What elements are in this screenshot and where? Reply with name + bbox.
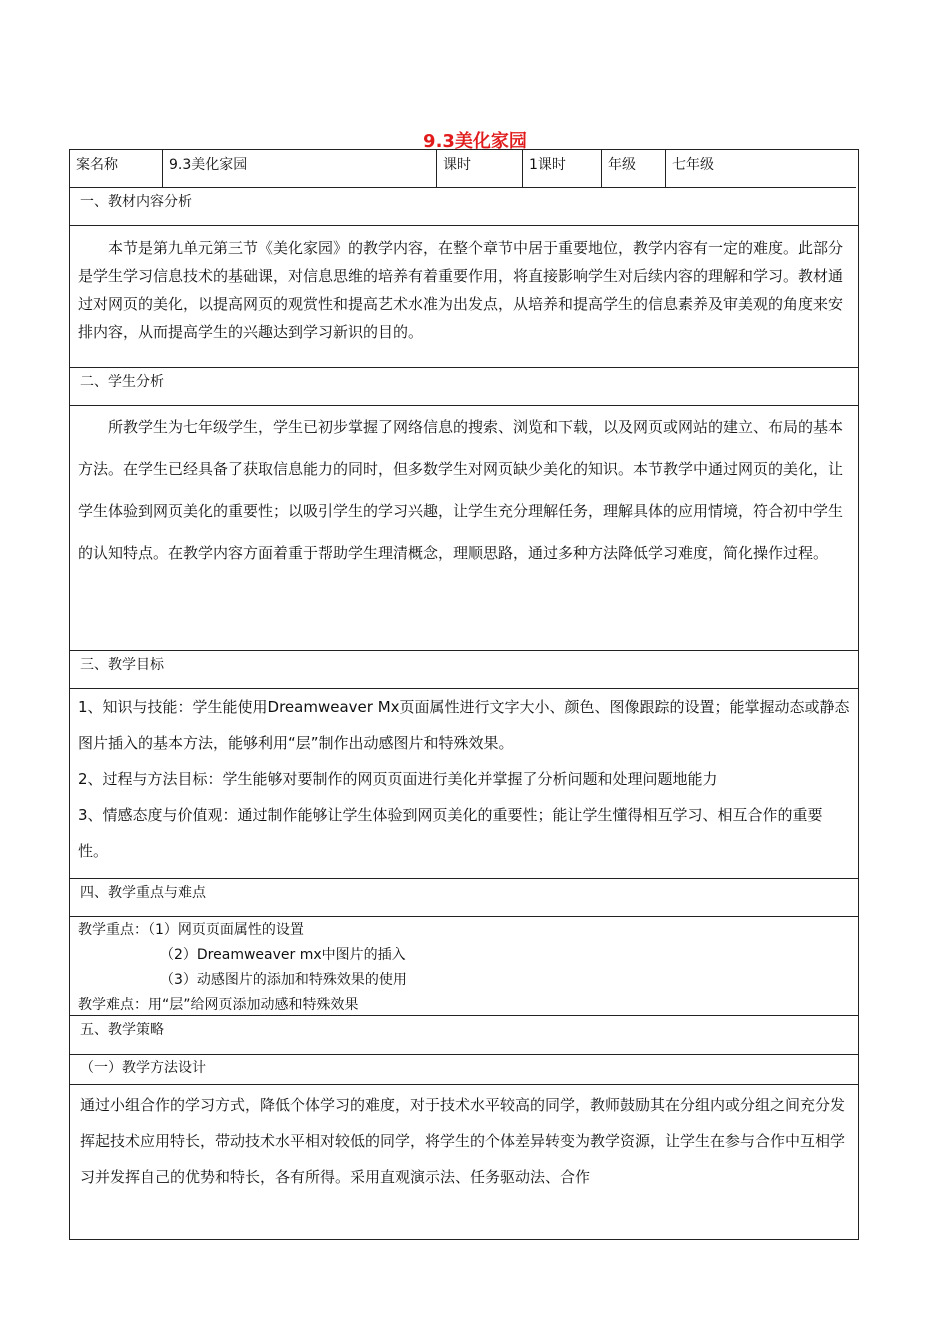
section-3-body: [70, 689, 858, 879]
section-1-paragraph: 本节是第九单元第三节《美化家园》的教学内容，在整个章节中居于重要地位，教学内容有一定的难度。此部分是学生学习信息技术的基础课，对信息思维的培养有着重要作用，将直接影响学生对后续内容的理解和学习。教材通过对网页的美化，以提高网页的观赏性和提高艺术水准为出发点，从培养和提高学生的信息素养及审美观的角度来安排内容，从而提高学生的兴趣达到学习新识的目的。: [78, 239, 844, 341]
lesson-plan-table: [69, 149, 859, 1240]
section-1-body: [70, 226, 858, 368]
section-4-title: 四、教学重点与难点: [70, 879, 858, 917]
period-label: 课时: [437, 150, 523, 187]
period-value: 1课时: [523, 150, 602, 187]
grade-label: 年级: [602, 150, 666, 187]
section-5-title: 五、教学策略: [70, 1016, 858, 1055]
key-point-1: 教学重点：（1）网页页面属性的设置: [78, 922, 304, 938]
goal-attitude: 3、情感态度与价值观：通过制作能够让学生体验到网页美化的重要性；能让学生懂得相互学习、相互合作的重要性。: [78, 806, 823, 860]
case-value: 9.3美化家园: [163, 150, 437, 187]
key-point-3: （3）动感图片的添加和特殊效果的使用: [160, 972, 407, 988]
section-5-body: [70, 1085, 858, 1239]
section-2-paragraph: 所教学生为七年级学生，学生已初步掌握了网络信息的搜索、浏览和下载，以及网页或网站的建立、布局的基本方法。在学生已经具备了获取信息能力的同时，但多数学生对网页缺少美化的知识。本节教学中通过网页的美化，让学生体验到网页美化的重要性；以吸引学生的学习兴趣，让学生充分理解任务，理解具体的应用情境，符合初中学生的认知特点。在教学内容方面着重于帮助学生理清概念，理顺思路，通过多种方法降低学习难度，简化操作过程。: [78, 418, 844, 562]
grade-value: 七年级: [672, 157, 714, 173]
section-2-body: [70, 406, 858, 651]
case-label: 案名称: [70, 150, 163, 187]
section-4-body: [70, 917, 858, 1016]
section-3-title: 三、教学目标: [70, 651, 858, 689]
key-point-2: （2）Dreamweaver mx中图片的插入: [160, 947, 406, 963]
header-row: [70, 150, 856, 188]
document-title: 9.3美化家园: [423, 131, 527, 152]
section-2-title: 二、学生分析: [70, 368, 858, 406]
section-1-title: 一、教材内容分析: [70, 188, 858, 226]
method-paragraph: 通过小组合作的学习方式，降低个体学习的难度，对于技术水平较高的同学，教师鼓励其在分组内或分组之间充分发挥起技术应用特长，带动技术水平相对较低的同学，将学生的个体差异转变为教学资源，让学生在参与合作中互相学习并发挥自己的优势和特长，各有所得。采用直观演示法、任务驱动法、合作: [80, 1096, 846, 1186]
section-5-subtitle: （一）教学方法设计: [70, 1055, 858, 1085]
difficulty-point: 教学难点：用“层”给网页添加动感和特殊效果: [78, 997, 359, 1013]
goal-process: 2、过程与方法目标：学生能够对要制作的网页页面进行美化并掌握了分析问题和处理问题地能力: [78, 770, 718, 788]
goal-knowledge: 1、知识与技能：学生能使用Dreamweaver Mx页面属性进行文字大小、颜色、图像跟踪的设置；能掌握动态或静态图片插入的基本方法，能够利用“层”制作出动感图片和特殊效果。: [78, 698, 850, 752]
